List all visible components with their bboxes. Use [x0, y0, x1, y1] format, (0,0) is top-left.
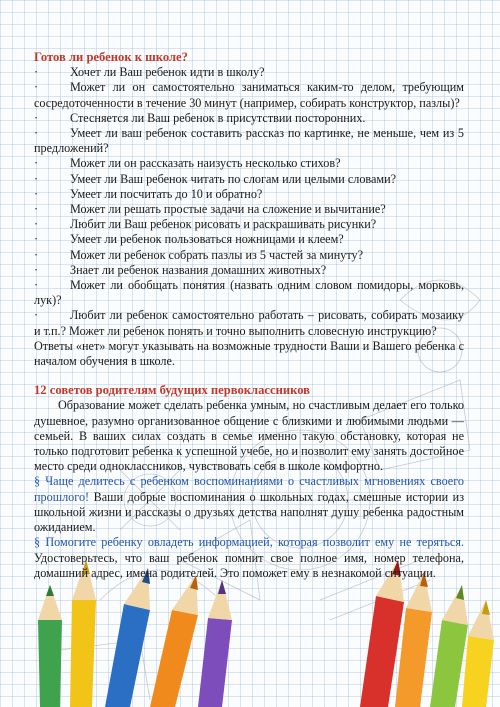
bullet-marker: ·: [34, 278, 39, 293]
question-text: Может ли он самостоятельно заниматься каким-то делом, требующим сосредоточенности в течение 30 минут (например, собирать конструктор, пазлы)?: [34, 80, 464, 110]
question-text: Любит ли Ваш ребенок рисовать и раскрашивать рисунки?: [70, 217, 377, 232]
question-text: Умеет ли посчитать до 10 и обратно?: [70, 186, 263, 201]
readiness-question-list: [34, 65, 464, 339]
bullet-marker: ·: [34, 247, 39, 262]
readiness-conclusion: Ответы «нет» могут указывать на возможные трудности Ваши и Вашего ребенка с началом обучения в школе.: [34, 338, 464, 369]
tip-text: Удостоверьтесь, что ваш ребенок помнит свое полное имя, номер телефона, домашний адрес, имена родителей. Это поможет ему в незнакомой ситуации.: [34, 550, 464, 580]
question-text: Умеет ли Ваш ребенок читать по слогам или целыми словами?: [70, 171, 397, 186]
tip-marker: §: [34, 535, 41, 550]
advice-tip: [34, 535, 464, 581]
bullet-marker: ·: [34, 217, 39, 232]
readiness-question: [34, 232, 464, 247]
bullet-marker: ·: [34, 65, 39, 80]
readiness-question: [34, 248, 464, 263]
readiness-question: [34, 65, 464, 80]
document-page: [34, 50, 464, 581]
question-text: Может ли решать простые задачи на сложение и вычитание?: [70, 202, 386, 217]
tip-heading: Чаще делитесь с ребенком воспоминаниями о счастливых мгновениях своего прошлого!: [34, 474, 465, 504]
section-spacer: [34, 369, 464, 383]
question-text: Хочет ли Ваш ребенок идти в школу?: [70, 65, 265, 80]
readiness-question: [34, 278, 464, 308]
tip-text: Ваши добрые воспоминания о школьных годах, смешные истории из школьной жизни и рассказы о друзьях детства наполнят душу ребенка радостным ожиданием.: [34, 489, 465, 535]
bullet-marker: ·: [34, 262, 39, 277]
pencil-group: [38, 560, 494, 707]
readiness-question: [34, 187, 464, 202]
readiness-question: [34, 126, 464, 156]
readiness-question: [34, 202, 464, 217]
readiness-question: [34, 308, 464, 338]
bullet-marker: ·: [34, 186, 39, 201]
question-text: Умеет ли ребенок пользоваться ножницами и клеем?: [70, 232, 344, 247]
advice-intro: Образование может сделать ребенка умным, но счастливым делает его только душевное, разумно организованное общение с близкими и любимыми людьми — семьей. В ваших силах создать в семье именно такую обстановку, которая не только подготовит ребенка к успешной учебе, но и позволит ему занять достойное место среди одноклассников, чувствовать себя в школе комфортно.: [34, 398, 464, 474]
bullet-marker: ·: [34, 202, 39, 217]
tip-heading: Помогите ребенку овладеть информацией, которая позволит ему не теряться.: [45, 535, 464, 550]
question-text: Умеет ли ваш ребенок составить рассказ по картинке, не меньше, чем из 5 предложений?: [34, 126, 464, 156]
question-text: Может ли ребенок собрать пазлы из 5 частей за минуту?: [70, 247, 364, 262]
bullet-marker: ·: [34, 126, 39, 141]
bullet-marker: ·: [34, 80, 39, 95]
bullet-marker: ·: [34, 308, 39, 323]
bullet-marker: ·: [34, 232, 39, 247]
readiness-question: [34, 111, 464, 126]
tip-marker: §: [34, 474, 41, 489]
question-text: Любит ли ребенок самостоятельно работать – рисовать, собирать мозаику и т.п.? Может ли ребенок понять и точно выполнить словесную инструкцию?: [34, 308, 464, 338]
bullet-marker: ·: [34, 110, 39, 125]
advice-tip: [34, 474, 464, 535]
readiness-question: [34, 156, 464, 171]
bullet-marker: ·: [34, 171, 39, 186]
question-text: Может ли он рассказать наизусть несколько стихов?: [70, 156, 341, 171]
section1-title: Готов ли ребенок к школе?: [34, 50, 188, 64]
question-text: Может ли обобщать понятия (назвать одним словом помидоры, морковь, лук)?: [34, 278, 464, 308]
readiness-question: [34, 263, 464, 278]
readiness-question: [34, 172, 464, 187]
bullet-marker: ·: [34, 156, 39, 171]
readiness-question: [34, 80, 464, 110]
readiness-question: [34, 217, 464, 232]
section2-title: 12 советов родителям будущих первоклассников: [34, 383, 310, 398]
question-text: Знает ли ребенок названия домашних животных?: [70, 262, 327, 277]
question-text: Стесняется ли Ваш ребенок в присутствии посторонних.: [70, 110, 366, 125]
